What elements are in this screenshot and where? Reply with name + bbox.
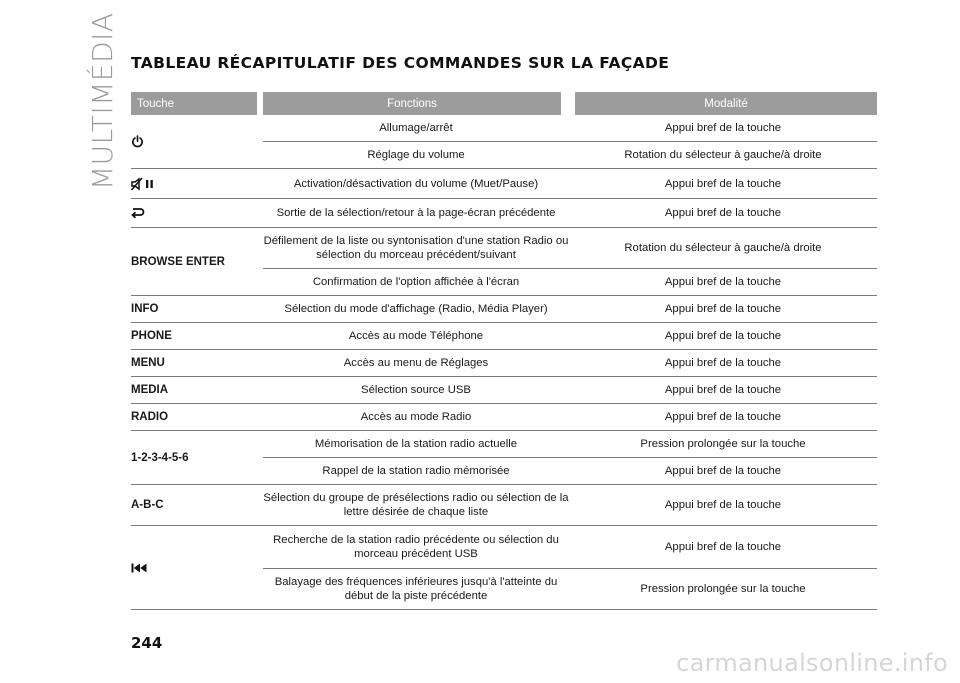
page-number: 244 bbox=[131, 634, 163, 652]
row-mode: Appui bref de la touche bbox=[664, 465, 782, 477]
table-row bbox=[131, 526, 877, 610]
skip-previous-icon bbox=[131, 563, 147, 573]
row-function: Accès au mode Téléphone bbox=[348, 330, 484, 342]
row-key: 1-2-3-4-5-6 bbox=[131, 451, 189, 464]
watermark: carmanualsonline.info bbox=[676, 649, 948, 677]
row-function: Activation/désactivation du volume (Muet/Pause) bbox=[293, 177, 539, 190]
row-key: BROWSE ENTER bbox=[131, 255, 225, 268]
row-mode: Appui bref de la touche bbox=[664, 541, 782, 553]
table-row bbox=[131, 115, 877, 169]
section-side-label: MULTIMÉDIA bbox=[86, 12, 119, 190]
row-mode: Appui bref de la touche bbox=[664, 122, 782, 134]
table-row bbox=[131, 377, 877, 404]
controls-table bbox=[131, 92, 877, 610]
row-function: Sélection du groupe de présélections radio ou sélection de la lettre désirée de chaque liste bbox=[263, 492, 569, 518]
row-function: Mémorisation de la station radio actuelle bbox=[314, 438, 518, 450]
row-key: MEDIA bbox=[131, 384, 169, 396]
mute-pause-icon bbox=[131, 177, 155, 191]
row-mode: Appui bref de la touche bbox=[664, 303, 782, 315]
row-key bbox=[131, 526, 263, 609]
row-key bbox=[131, 199, 263, 227]
row-key: PHONE bbox=[131, 330, 172, 342]
row-function: Confirmation de l'option affichée à l'écran bbox=[312, 276, 520, 288]
table-row bbox=[131, 199, 877, 228]
row-mode: Appui bref de la touche bbox=[664, 177, 782, 190]
row-function: Recherche de la station radio précédente ou sélection du morceau précédent USB bbox=[273, 534, 559, 560]
row-mode: Appui bref de la touche bbox=[664, 499, 782, 511]
row-function: Sélection source USB bbox=[361, 384, 471, 396]
table-header bbox=[131, 92, 877, 115]
table-row bbox=[131, 404, 877, 431]
row-mode: Appui bref de la touche bbox=[664, 207, 782, 219]
back-icon bbox=[131, 207, 145, 219]
table-row bbox=[131, 323, 877, 350]
row-key: RADIO bbox=[131, 411, 169, 423]
row-key: A-B-C bbox=[131, 499, 164, 511]
row-mode: Rotation du sélecteur à gauche/à droite bbox=[624, 149, 822, 161]
header-mode: Modalité bbox=[575, 92, 877, 115]
row-mode: Pression prolongée sur la touche bbox=[640, 583, 806, 595]
row-mode: Appui bref de la touche bbox=[664, 384, 782, 396]
row-key bbox=[131, 115, 263, 168]
table-row bbox=[131, 431, 877, 485]
power-icon bbox=[131, 135, 144, 148]
row-function: Allumage/arrêt bbox=[379, 122, 453, 134]
row-function: Rappel de la station radio mémorisée bbox=[322, 465, 510, 477]
table-row bbox=[131, 350, 877, 377]
row-key: MENU bbox=[131, 357, 165, 369]
row-mode: Pression prolongée sur la touche bbox=[640, 438, 806, 450]
row-key: INFO bbox=[131, 303, 159, 315]
row-function: Sortie de la sélection/retour à la page-écran précédente bbox=[276, 207, 556, 219]
row-function: Accès au menu de Réglages bbox=[343, 357, 489, 369]
row-mode: Appui bref de la touche bbox=[664, 276, 782, 288]
row-mode: Rotation du sélecteur à gauche/à droite bbox=[624, 242, 822, 254]
header-key: Touche bbox=[131, 92, 257, 115]
header-function: Fonctions bbox=[263, 92, 561, 115]
table-row bbox=[131, 169, 877, 199]
row-function: Accès au mode Radio bbox=[360, 411, 472, 423]
row-function: Balayage des fréquences inférieures jusqu'à l'atteinte du début de la piste précédente bbox=[274, 576, 558, 602]
page-title: TABLEAU RÉCAPITULATIF DES COMMANDES SUR LA FAÇADE bbox=[131, 54, 670, 72]
row-mode: Appui bref de la touche bbox=[664, 330, 782, 342]
row-key bbox=[131, 169, 263, 198]
table-row bbox=[131, 296, 877, 323]
row-function: Réglage du volume bbox=[367, 149, 465, 161]
row-mode: Appui bref de la touche bbox=[664, 357, 782, 369]
row-function: Défilement de la liste ou syntonisation d'une station Radio ou sélection du morceau précédent/suivant bbox=[263, 235, 569, 261]
table-row bbox=[131, 228, 877, 296]
table-row bbox=[131, 485, 877, 526]
row-mode: Appui bref de la touche bbox=[664, 411, 782, 423]
row-function: Sélection du mode d'affichage (Radio, Média Player) bbox=[284, 303, 548, 315]
